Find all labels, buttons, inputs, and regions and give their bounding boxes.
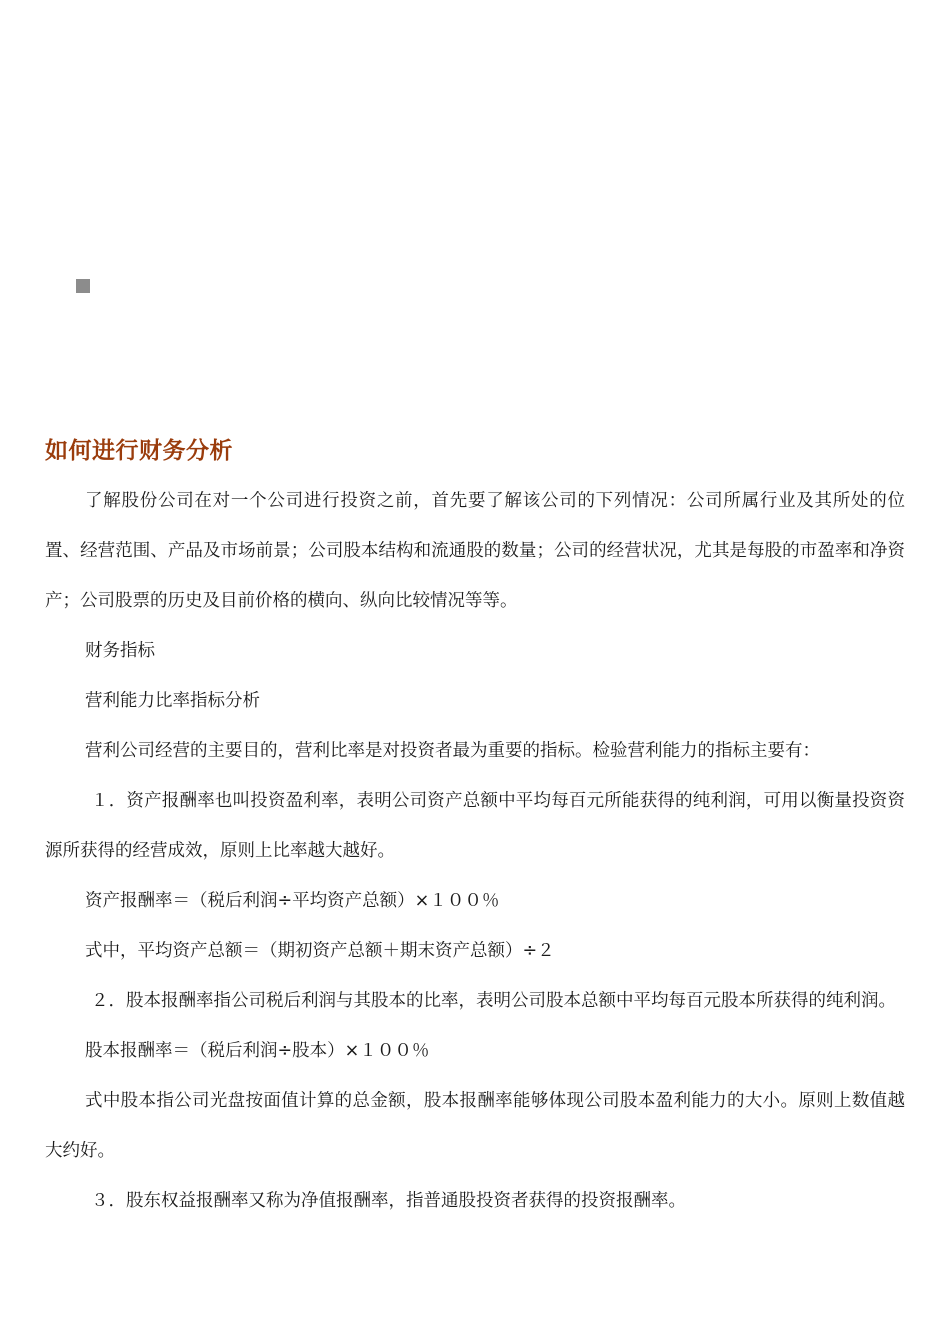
formula-equity-return: 股本报酬率＝（税后利润÷股本）×１００％ (85, 1041, 430, 1061)
bullet-square-icon (76, 279, 90, 293)
paragraph-profitability-intro: 营利公司经营的主要目的，营利比率是对投资者最为重要的指标。检验营利能力的指标主要有： (85, 741, 820, 761)
paragraph-item-1: １．资产报酬率也叫投资盈利率，表明公司资产总额中平均每百元所能获得的纯利润，可用以衡量投资资源所获得的经营成效，原则上比率越大越好。 (45, 791, 905, 861)
document-body (45, 476, 905, 1226)
paragraph-item-3: ３．股东权益报酬率又称为净值报酬率，指普通股投资者获得的投资报酬率。 (91, 1191, 686, 1211)
paragraph-profitability-heading: 营利能力比率指标分析 (85, 691, 260, 711)
paragraph-item-2: ２．股本报酬率指公司税后利润与其股本的比率，表明公司股本总额中平均每百元股本所获得的纯利润。 (91, 991, 896, 1011)
formula-asset-return: 资产报酬率＝（税后利润÷平均资产总额）×１００％ (85, 891, 500, 911)
document-title: 如何进行财务分析 (45, 438, 233, 464)
formula-average-assets: 式中，平均资产总额＝（期初资产总额＋期末资产总额）÷２ (85, 941, 555, 961)
paragraph-financial-indicators: 财务指标 (85, 641, 155, 661)
paragraph-intro: 了解股份公司在对一个公司进行投资之前，首先要了解该公司的下列情况：公司所属行业及其所处的位置、经营范围、产品及市场前景；公司股本结构和流通股的数量；公司的经营状况，尤其是每股的市盈率和净资产；公司股票的历史及目前价格的横向、纵向比较情况等等。 (45, 491, 905, 611)
paragraph-equity-note: 式中股本指公司光盘按面值计算的总金额，股本报酬率能够体现公司股本盈利能力的大小。原则上数值越大约好。 (45, 1091, 905, 1161)
